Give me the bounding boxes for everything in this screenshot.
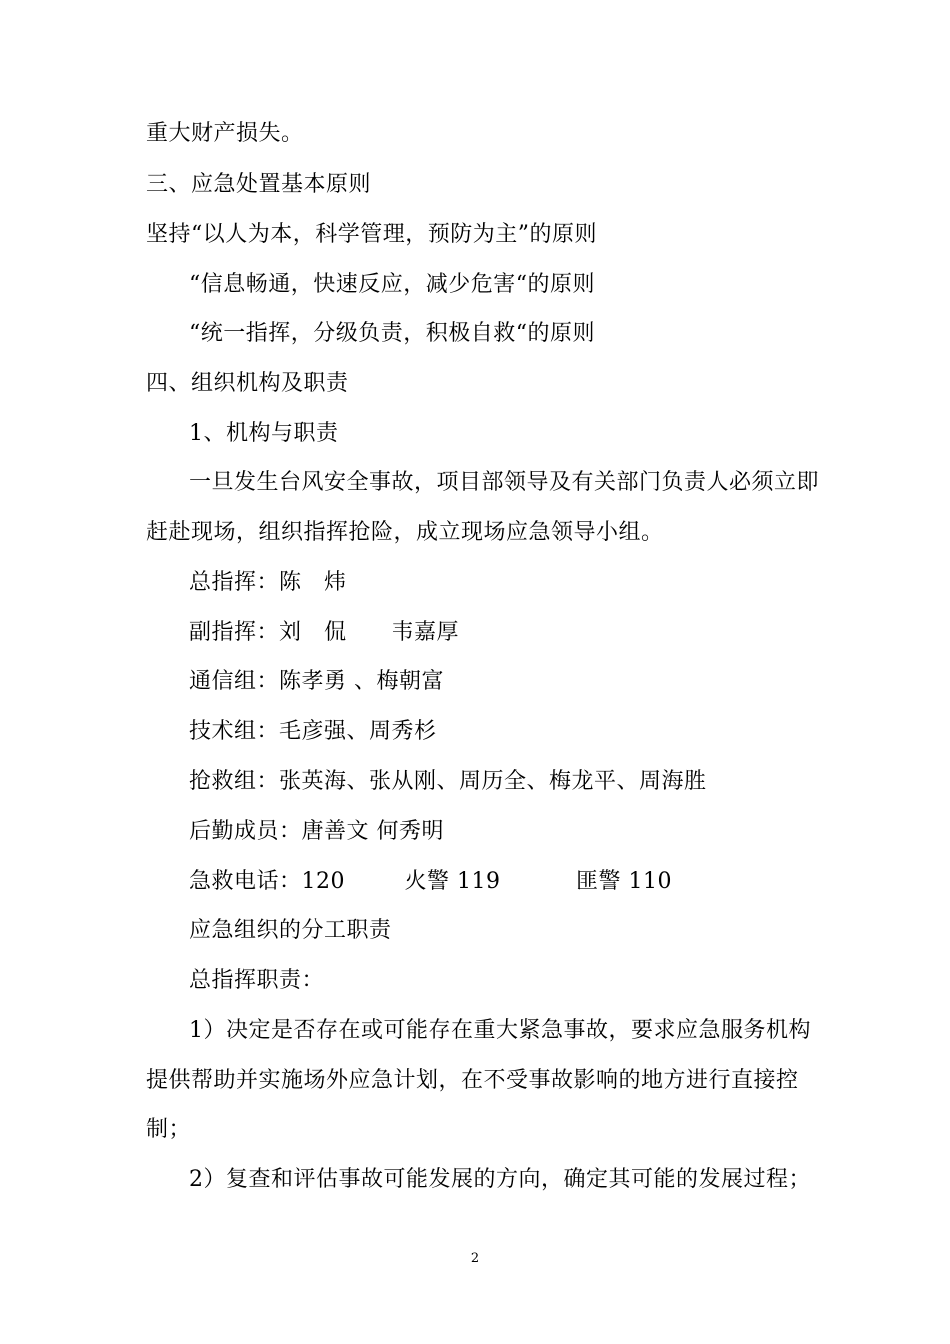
- text-line: 2）复查和评估事故可能发展的方向，确定其可能的发展过程；: [189, 1167, 811, 1192]
- text-line: 一旦发生台风安全事故，项目部领导及有关部门负责人必须立即: [189, 470, 820, 495]
- text-line: 重大财产损失。: [146, 121, 304, 146]
- text-line: 坚持“以人为本，科学管理，预防为主”的原则: [146, 222, 597, 247]
- emergency-phones: [189, 867, 672, 897]
- text-line: 技术组：毛彦强、周秀杉: [189, 719, 437, 744]
- fire-phone: 火警 119: [404, 869, 501, 894]
- text-line: 抢救组：张英海、张从刚、周历全、梅龙平、周海胜: [189, 769, 707, 794]
- text-line: “统一指挥，分级负责，积极自救“的原则: [189, 321, 595, 346]
- text-line: 应急组织的分工职责: [189, 918, 392, 943]
- page-number: 2: [470, 1251, 480, 1266]
- text-line: 总指挥：陈 炜: [189, 570, 347, 595]
- police-phone: 匪警 110: [576, 869, 672, 894]
- text-line: 副指挥：刘 侃 韦嘉厚: [189, 620, 460, 645]
- section-heading: 四、组织机构及职责: [146, 371, 349, 396]
- section-heading: 三、应急处置基本原则: [146, 172, 372, 197]
- text-line: 1）决定是否存在或可能存在重大紧急事故，要求应急服务机构: [189, 1018, 811, 1043]
- text-line: 总指挥职责：: [189, 968, 325, 993]
- emergency-phone: 急救电话：120: [189, 869, 345, 894]
- text-line: “信息畅通，快速反应，减少危害“的原则: [189, 272, 595, 297]
- text-line: 提供帮助并实施场外应急计划，在不受事故影响的地方进行直接控: [146, 1068, 799, 1093]
- text-line: 通信组：陈孝勇 、梅朝富: [189, 669, 444, 694]
- subsection-heading: 1、机构与职责: [189, 421, 339, 446]
- text-line: 赶赴现场，组织指挥抢险，成立现场应急领导小组。: [146, 520, 664, 545]
- text-line: 后勤成员：唐善文 何秀明: [189, 819, 444, 844]
- text-line: 制；: [146, 1117, 192, 1142]
